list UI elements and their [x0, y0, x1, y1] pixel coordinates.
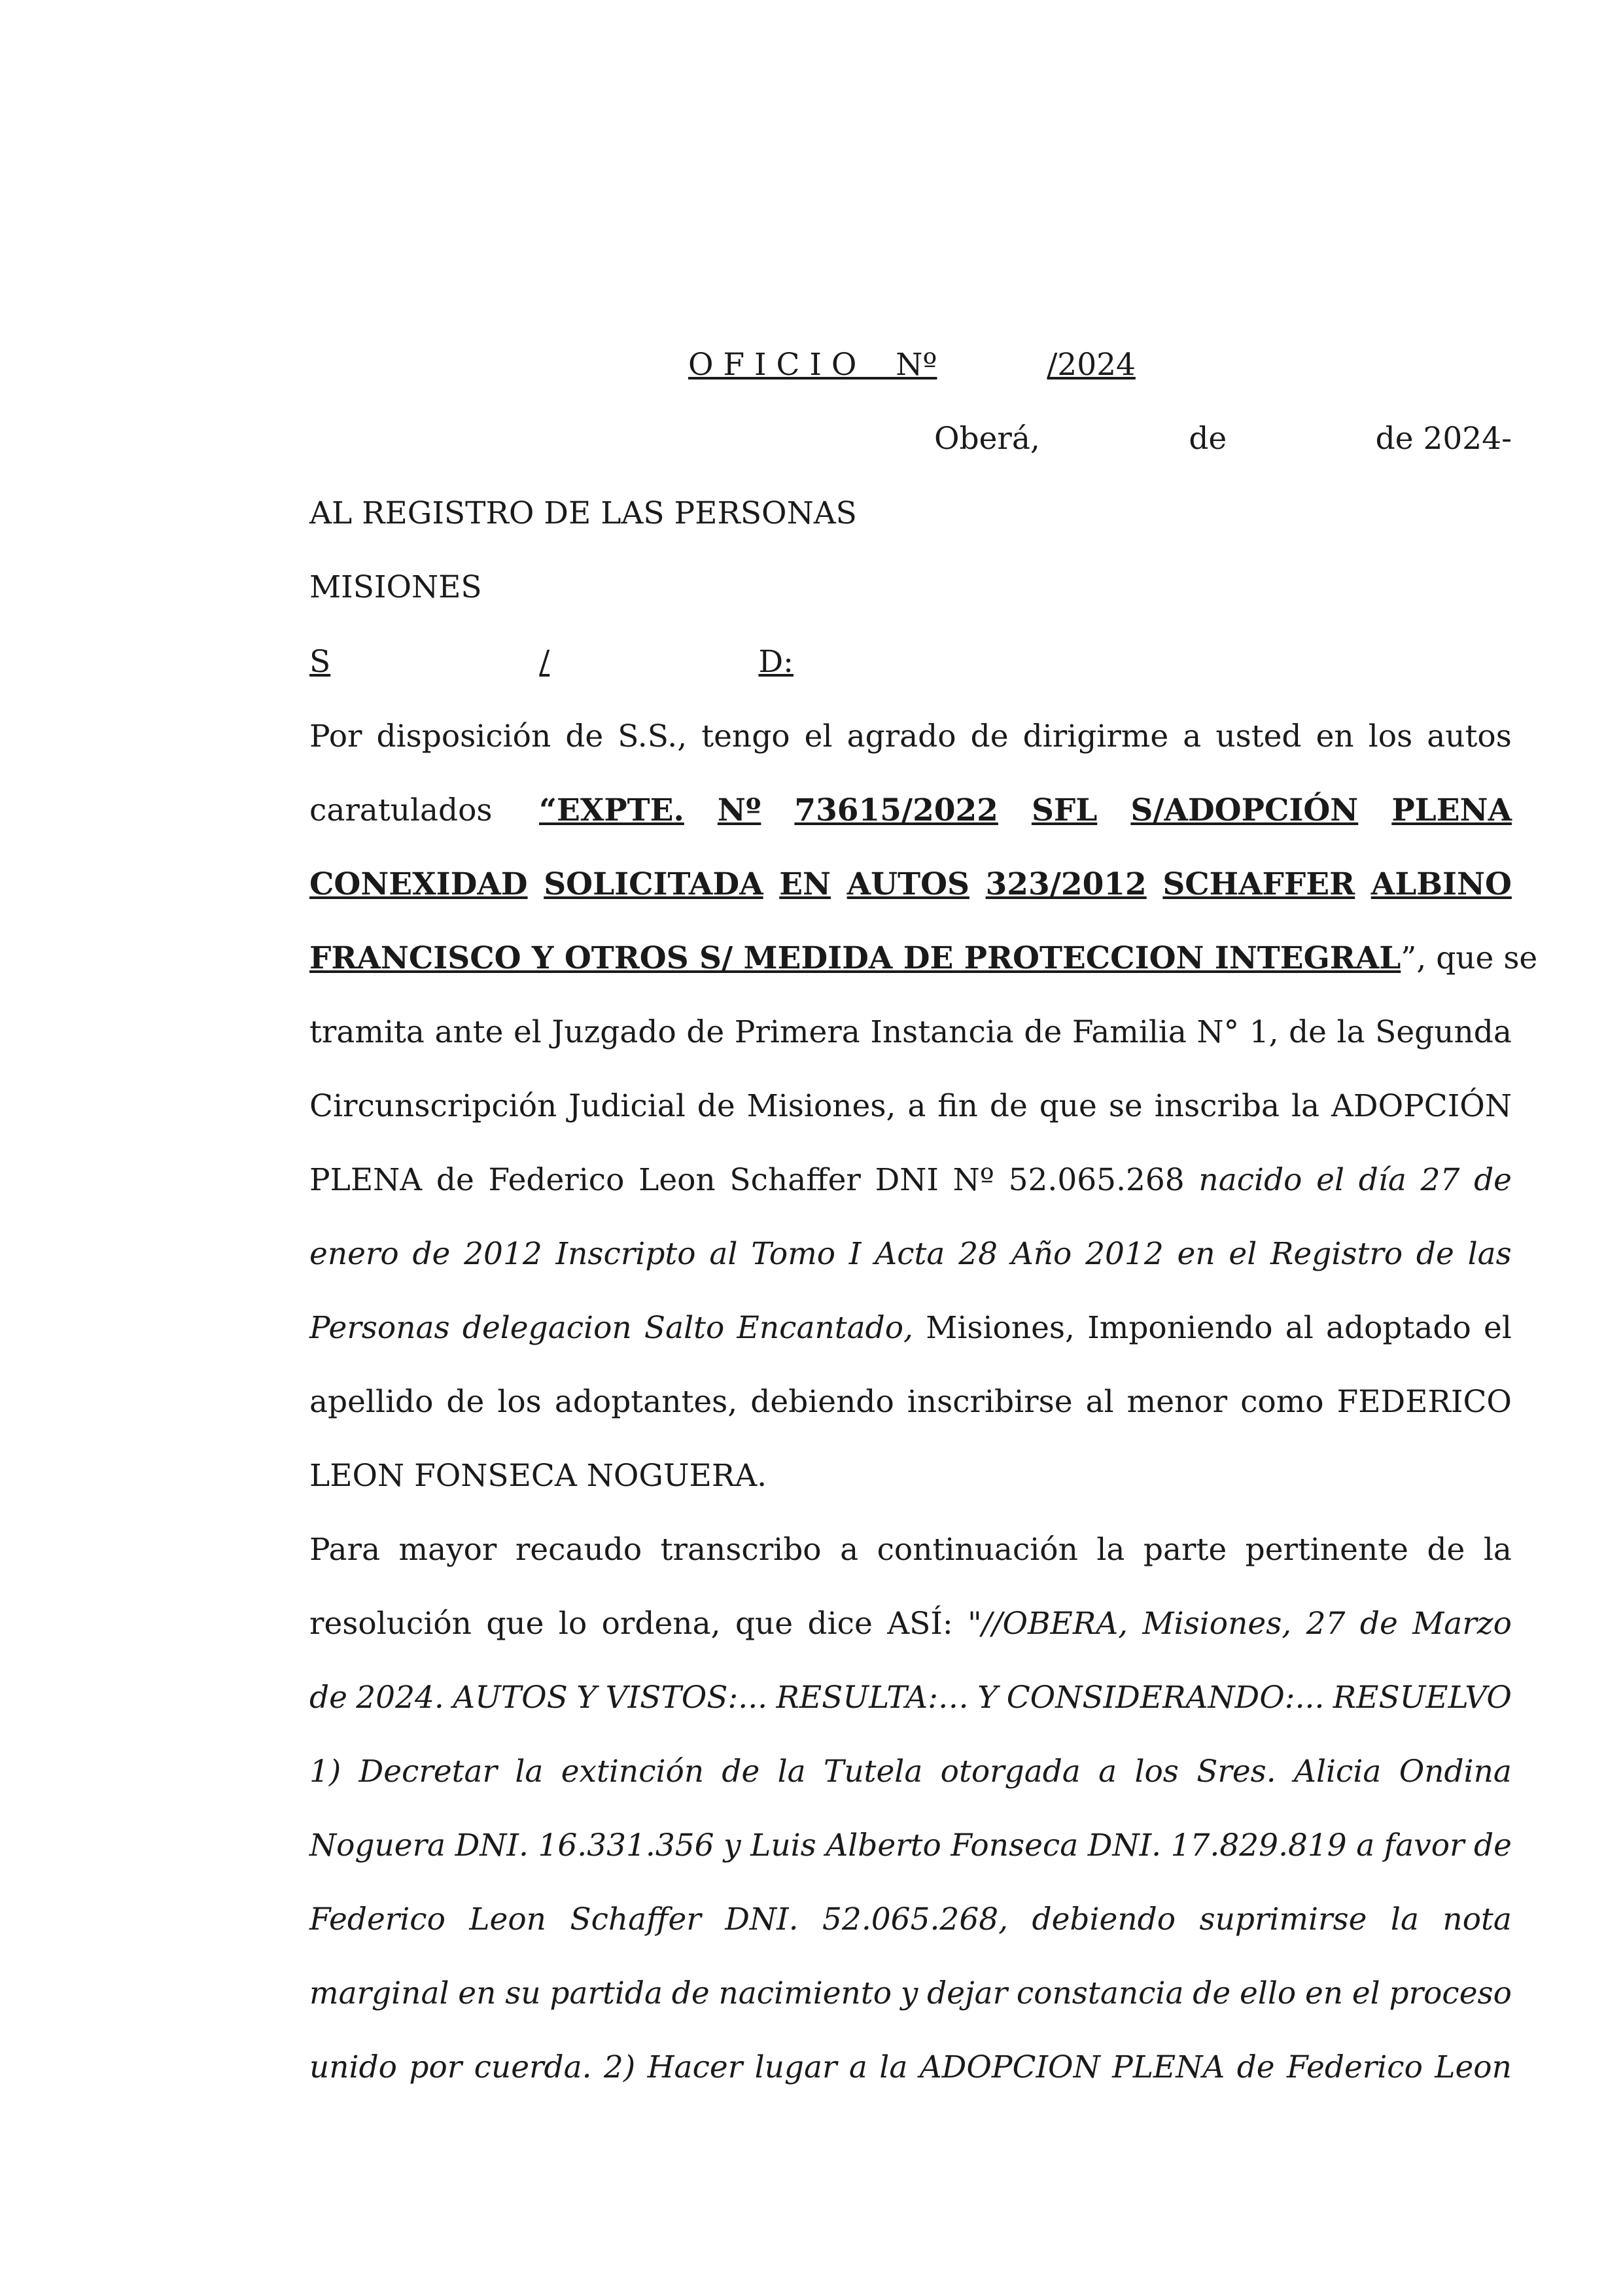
paragraph-1-line-5: [309, 1013, 1512, 1052]
word: inscriba: [1154, 1088, 1280, 1124]
word: de: [1289, 1014, 1327, 1050]
word: la: [1390, 1901, 1419, 1937]
word: 52.065.268: [1008, 1162, 1185, 1198]
word: por: [409, 2049, 462, 2085]
word: VISTOS:...: [605, 1680, 768, 1716]
word: de: [1427, 1532, 1465, 1568]
paragraph-1-line-1: [309, 717, 1512, 756]
word: de: [436, 1162, 474, 1198]
word: disposición: [376, 718, 551, 754]
word: a: [840, 1532, 859, 1568]
word: proceso: [1389, 1975, 1512, 2011]
word: dejar: [927, 1975, 1008, 2011]
word: Tutela: [823, 1754, 923, 1790]
word: 2012: [464, 1236, 542, 1272]
word: a: [1356, 1828, 1375, 1863]
word: el: [1352, 1975, 1380, 2011]
word: los: [1368, 718, 1413, 754]
word: nacimiento: [718, 1975, 892, 2011]
paragraph-2-line-6: [309, 1900, 1512, 1939]
word: Registro: [1270, 1236, 1403, 1272]
word: ordena,: [601, 1606, 721, 1642]
word: Marzo: [1412, 1606, 1512, 1642]
word: al: [1285, 1310, 1314, 1346]
word: Nº: [717, 792, 761, 828]
word: el: [513, 1014, 542, 1050]
word: marginal: [309, 1975, 449, 2011]
word: ALBINO: [1370, 866, 1512, 902]
word: 1,: [1249, 1014, 1279, 1050]
word: Alberto: [826, 1828, 941, 1863]
word: mayor: [398, 1532, 497, 1568]
word: menor: [1126, 1384, 1228, 1420]
word: día: [1358, 1162, 1406, 1198]
word: SCHAFFER: [1162, 866, 1355, 902]
word: dirigirme: [1022, 718, 1169, 754]
case-title-part-1: [539, 791, 1512, 830]
word: la: [777, 1754, 806, 1790]
word: Misiones,: [1142, 1606, 1292, 1642]
word: en: [1316, 718, 1354, 754]
word: transcribo: [660, 1532, 822, 1568]
word: 52.065.268,: [822, 1901, 1009, 1937]
word: 2): [603, 2049, 636, 2085]
addressee-line-2: MISIONES: [309, 569, 482, 605]
word: de: [1024, 1014, 1062, 1050]
word: recaudo: [515, 1532, 642, 1568]
paragraph-2-line-2: [309, 1604, 1512, 1644]
paragraph-1-line-6: [309, 1087, 1512, 1126]
sd-d: D:: [758, 644, 794, 680]
word: 17.829.819: [1170, 1828, 1347, 1863]
word: I: [848, 1236, 862, 1272]
word: las: [1467, 1236, 1512, 1272]
word: continuación: [877, 1532, 1078, 1568]
word: Fonseca: [951, 1828, 1079, 1863]
word: Schaffer: [729, 1162, 861, 1198]
word: los: [1134, 1754, 1179, 1790]
word: de: [412, 1236, 451, 1272]
word: Juzgado: [551, 1014, 676, 1050]
word: Instancia: [870, 1014, 1014, 1050]
word: de: [1474, 1828, 1512, 1863]
oficio-label: O F I C I O Nº: [688, 347, 937, 383]
word: el: [1316, 1162, 1345, 1198]
word: Federico: [309, 1901, 445, 1937]
word: Encantado,: [737, 1310, 913, 1346]
word: Federico: [488, 1162, 625, 1198]
word: FEDERICO: [1336, 1384, 1512, 1420]
word: agrado: [846, 718, 956, 754]
word: partida: [550, 1975, 663, 2011]
word: CONEXIDAD: [309, 866, 528, 902]
word: 2024.: [356, 1680, 444, 1716]
paragraph-2-line-3: [309, 1678, 1512, 1718]
word: autos: [1427, 718, 1512, 754]
word: la: [515, 1754, 544, 1790]
word: la: [1291, 1088, 1320, 1124]
word: ADOPCION: [919, 2049, 1100, 2085]
word: la: [1096, 1532, 1125, 1568]
word: la: [879, 2049, 908, 2085]
word: Imponiendo: [1087, 1310, 1273, 1346]
word: usted: [1215, 718, 1302, 754]
word: N°: [1196, 1014, 1240, 1050]
word: dice: [807, 1606, 873, 1642]
word: Noguera: [309, 1828, 446, 1863]
word: inscribirse: [907, 1384, 1073, 1420]
oficio-year: /2024: [1047, 347, 1136, 383]
word: debiendo: [750, 1384, 894, 1420]
paragraph-2-line-7: [309, 1974, 1512, 2013]
word: Alicia: [1294, 1754, 1382, 1790]
word: EN: [779, 866, 831, 902]
word: adoptantes,: [554, 1384, 738, 1420]
word: en: [1177, 1236, 1215, 1272]
word: de: [565, 718, 604, 754]
word: de: [697, 1088, 735, 1124]
word: de: [309, 1680, 347, 1716]
word: delegacion: [462, 1310, 632, 1346]
oficio-title: [688, 345, 1136, 385]
word: DNI.: [455, 1828, 529, 1863]
paragraph-1-line-7: [309, 1161, 1512, 1200]
word: Salto: [644, 1310, 725, 1346]
word: en: [1304, 1975, 1344, 2011]
word: 1): [309, 1754, 341, 1790]
word: que: [486, 1606, 544, 1642]
date-city: Oberá,: [934, 421, 1040, 457]
paragraph-2-line-5: [309, 1826, 1512, 1865]
word: Luis: [750, 1828, 816, 1863]
word: Nº: [952, 1162, 994, 1198]
word: nacido: [1198, 1162, 1302, 1198]
word: RESUELVO: [1333, 1680, 1512, 1716]
word: 27: [1420, 1162, 1460, 1198]
word: unido: [309, 2049, 397, 2085]
paragraph-1-line-9: [309, 1309, 1512, 1348]
word: 27: [1306, 1606, 1346, 1642]
word: cuerda.: [474, 2049, 592, 2085]
word: 73615/2022: [794, 792, 998, 828]
word: Para: [309, 1532, 381, 1568]
word: a: [907, 1088, 926, 1124]
word: de: [989, 1088, 1028, 1124]
word: Misiones,: [926, 1310, 1075, 1346]
word: que: [1039, 1088, 1097, 1124]
word: otorgada: [940, 1754, 1081, 1790]
word: a: [1098, 1754, 1117, 1790]
word: Por: [309, 718, 362, 754]
word: DNI.: [1087, 1828, 1162, 1863]
word: 323/2012: [985, 866, 1147, 902]
word: al: [709, 1236, 738, 1272]
addressee-line-1: AL REGISTRO DE LAS PERSONAS: [309, 495, 857, 531]
word: se: [1108, 1088, 1143, 1124]
word: Judicial: [568, 1088, 686, 1124]
sd-slash: /: [539, 644, 550, 680]
paragraph-1-line-11: LEON FONSECA NOGUERA.: [309, 1458, 767, 1494]
sd-s: S: [309, 644, 331, 680]
case-title-line-2: [309, 865, 1512, 904]
word: ASÍ:: [887, 1606, 953, 1642]
word: Schaffer: [570, 1901, 701, 1937]
word: Personas: [309, 1310, 450, 1346]
word: Segunda: [1375, 1014, 1512, 1050]
word: Ondina: [1399, 1754, 1512, 1790]
word: RESULTA:…: [776, 1680, 969, 1716]
paragraph-1-line-4: [309, 939, 1538, 978]
word: tengo: [701, 718, 790, 754]
word: parte: [1143, 1532, 1227, 1568]
word: Leon: [1435, 2049, 1512, 2085]
word: Acta: [875, 1236, 945, 1272]
word: de: [1193, 1975, 1231, 2011]
word: tramita: [309, 1014, 425, 1050]
word: Tomo: [751, 1236, 836, 1272]
word: como: [1240, 1384, 1324, 1420]
word: CONSIDERANDO:...: [1006, 1680, 1325, 1716]
word: nota: [1442, 1901, 1512, 1937]
paragraph-1-line-8: [309, 1235, 1512, 1274]
paragraph-1-line-10: [309, 1383, 1512, 1422]
word: de: [1359, 1606, 1398, 1642]
word: constancia: [1016, 1975, 1184, 2011]
word: a: [848, 2049, 867, 2085]
word: 2012: [1085, 1236, 1164, 1272]
word: de: [1416, 1236, 1454, 1272]
case-title-tail: ”, que se: [1401, 940, 1538, 976]
word: Y: [576, 1680, 597, 1716]
word: apellido: [309, 1384, 434, 1420]
word: Leon: [469, 1901, 546, 1937]
paragraph-2-line-1: [309, 1530, 1512, 1570]
date-de-2: de 2024-: [1375, 421, 1512, 457]
word: PLENA: [1112, 2049, 1225, 2085]
word: ADOPCIÓN: [1331, 1088, 1512, 1124]
paragraph-2-line-8: [309, 2048, 1512, 2087]
word: Decretar: [358, 1754, 498, 1790]
word: y: [724, 1828, 741, 1863]
word: Circunscripción: [309, 1088, 557, 1124]
word: y: [900, 1975, 918, 2011]
word: su: [505, 1975, 541, 2011]
word: al: [1085, 1384, 1114, 1420]
caratulados-label: caratulados: [309, 792, 493, 828]
word: de: [1236, 2049, 1275, 2085]
word: Federico: [1287, 2049, 1423, 2085]
word: el: [1229, 1236, 1257, 1272]
word: PLENA: [1391, 792, 1512, 828]
word: en: [458, 1975, 497, 2011]
word: Inscripto: [555, 1236, 696, 1272]
word: el: [1484, 1310, 1512, 1346]
word: SOLICITADA: [544, 866, 763, 902]
word: de: [446, 1384, 485, 1420]
word: lugar: [754, 2049, 837, 2085]
word: Y: [977, 1680, 998, 1716]
word: Leon: [638, 1162, 716, 1198]
word: DNI: [875, 1162, 939, 1198]
word: enero: [309, 1236, 399, 1272]
word: "//OBERA,: [968, 1606, 1128, 1642]
date-line: [934, 419, 1512, 459]
date-de-1: de: [1189, 421, 1227, 457]
word: DNI.: [725, 1901, 799, 1937]
word: de: [686, 1014, 725, 1050]
word: Año: [1011, 1236, 1072, 1272]
word: Sres.: [1196, 1754, 1276, 1790]
word: “EXPTE.: [539, 792, 684, 828]
word: Familia: [1072, 1014, 1187, 1050]
word: S/ADOPCIÓN: [1130, 792, 1359, 828]
sd-line: [309, 643, 794, 682]
word: Primera: [734, 1014, 860, 1050]
word: el: [804, 718, 833, 754]
word: fin: [937, 1088, 978, 1124]
word: de: [1474, 1162, 1512, 1198]
word: la: [1483, 1532, 1512, 1568]
word: que: [735, 1606, 794, 1642]
word: Misiones,: [746, 1088, 896, 1124]
case-title-line-3: FRANCISCO Y OTROS S/ MEDIDA DE PROTECCION INTEGRAL: [309, 940, 1401, 976]
paragraph-2-line-4: [309, 1752, 1512, 1792]
word: AUTOS: [846, 866, 969, 902]
word: pertinente: [1245, 1532, 1408, 1568]
word: la: [1336, 1014, 1365, 1050]
word: favor: [1384, 1828, 1465, 1863]
word: ante: [434, 1014, 504, 1050]
word: de: [671, 1975, 710, 2011]
word: de: [970, 718, 1009, 754]
word: ello: [1239, 1975, 1297, 2011]
word: adoptado: [1326, 1310, 1471, 1346]
word: Hacer: [647, 2049, 743, 2085]
word: lo: [558, 1606, 587, 1642]
word: los: [497, 1384, 542, 1420]
word: debiendo: [1032, 1901, 1176, 1937]
word: 16.331.356: [538, 1828, 714, 1863]
word: a: [1183, 718, 1202, 754]
word: AUTOS: [453, 1680, 568, 1716]
word: SFL: [1031, 792, 1098, 828]
word: de: [722, 1754, 760, 1790]
word: suprimirse: [1199, 1901, 1367, 1937]
paragraph-1-line-2: [309, 791, 1512, 830]
word: resolución: [309, 1606, 472, 1642]
word: S.S.,: [618, 718, 688, 754]
word: PLENA: [309, 1162, 423, 1198]
word: 28: [958, 1236, 998, 1272]
word: extinción: [561, 1754, 705, 1790]
